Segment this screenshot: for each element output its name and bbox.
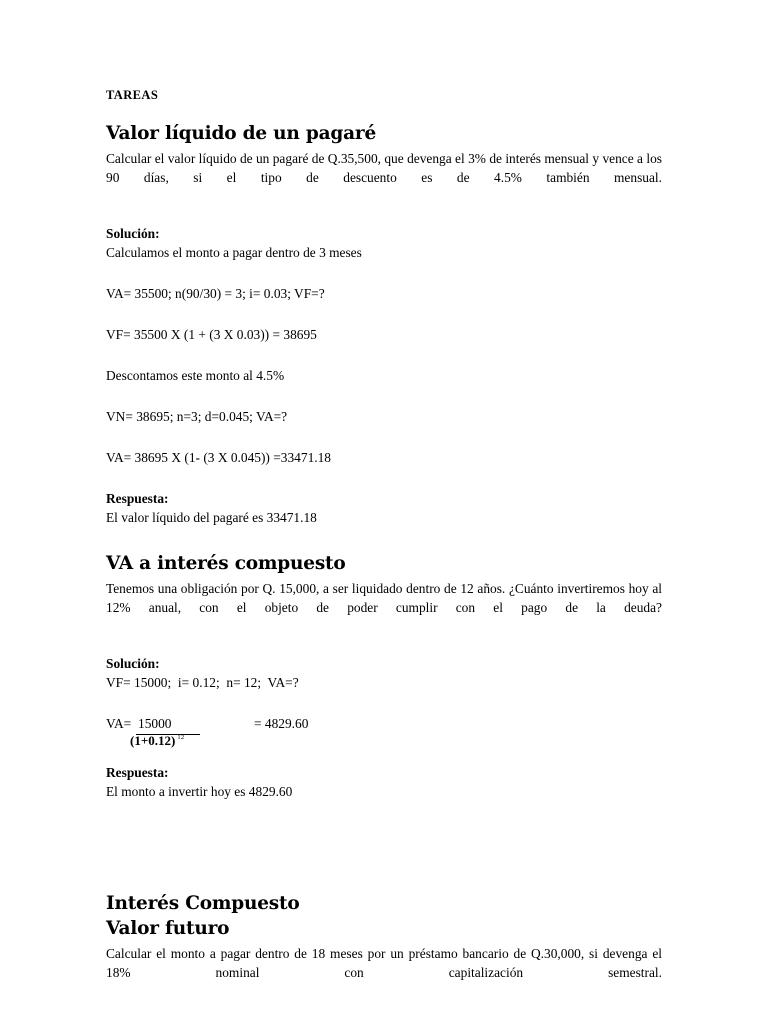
fraction-denominator: (1+0.12) [130, 732, 176, 748]
spacer [106, 752, 662, 763]
given-values-2: VF= 15000; i= 0.12; n= 12; VA=? [106, 674, 299, 690]
spacer [106, 467, 662, 489]
spacer [106, 206, 662, 224]
answer-text-2: El monto a invertir hoy es 4829.60 [106, 783, 293, 799]
section-heading-va-interes-compuesto: VA a interés compuesto [106, 552, 346, 574]
section-intro-va-interes-compuesto: Tenemos una obligación por Q. 15,000, a ser liquidado dentro de 12 años. ¿Cuánto invertiremos hoy al 12% anual, con el objeto de poder cumplir con el pago de la deuda? [106, 580, 662, 615]
section-heading-valor-liquido: Valor líquido de un pagaré [106, 123, 377, 144]
answer-label-2: Respuesta: [106, 764, 169, 780]
spacer [106, 692, 662, 714]
spacer [106, 344, 662, 366]
fraction-prefix: VA= [106, 715, 132, 731]
solution-label-2: Solución: [106, 655, 160, 671]
formula-step-2: VF= 35500 X (1 + (3 X 0.03)) = 38695 [106, 326, 317, 342]
section-intro-valor-liquido: Calcular el valor líquido de un pagaré de Q.35,500, que devenga el 3% de interés mensual y vence a los 90 días, si el tipo de descuento es de 4.5% también mensual. [106, 150, 662, 185]
fraction-formula [106, 714, 662, 752]
formula-step-4: VN= 38695; n=3; d=0.045; VA=? [106, 408, 288, 424]
section-subheading-valor-futuro: Valor futuro [106, 918, 230, 940]
spacer [106, 303, 662, 325]
solution-label-1: Solución: [106, 225, 160, 241]
document-content [106, 88, 662, 1001]
document-label-tareas: TAREAS [106, 88, 159, 102]
fraction-numerator: 15000 [136, 714, 200, 735]
spacer [106, 527, 662, 553]
section-intro-valor-futuro: Calcular el monto a pagar dentro de 18 meses por un préstamo bancario de Q.30,000, si devenga el 18% nominal con capitalización semestral. [106, 945, 662, 980]
spacer [106, 801, 662, 893]
answer-text-1: El valor líquido del pagaré es 33471.18 [106, 509, 317, 525]
spacer [106, 385, 662, 407]
spacer [106, 636, 662, 654]
fraction-exponent: 12 [177, 734, 185, 742]
solution-intro-1: Calculamos el monto a pagar dentro de 3 meses [106, 244, 362, 260]
answer-label-1: Respuesta: [106, 490, 169, 506]
fraction-result: = 4829.60 [254, 715, 309, 731]
spacer [106, 426, 662, 448]
fraction-denominator-group [130, 732, 184, 750]
formula-step-5: VA= 38695 X (1- (3 X 0.045)) =33471.18 [106, 449, 331, 465]
formula-step-3: Descontamos este monto al 4.5% [106, 367, 285, 383]
section-heading-interes-compuesto: Interés Compuesto [106, 892, 300, 914]
formula-step-1: VA= 35500; n(90/30) = 3; i= 0.03; VF=? [106, 285, 325, 301]
spacer [106, 262, 662, 284]
